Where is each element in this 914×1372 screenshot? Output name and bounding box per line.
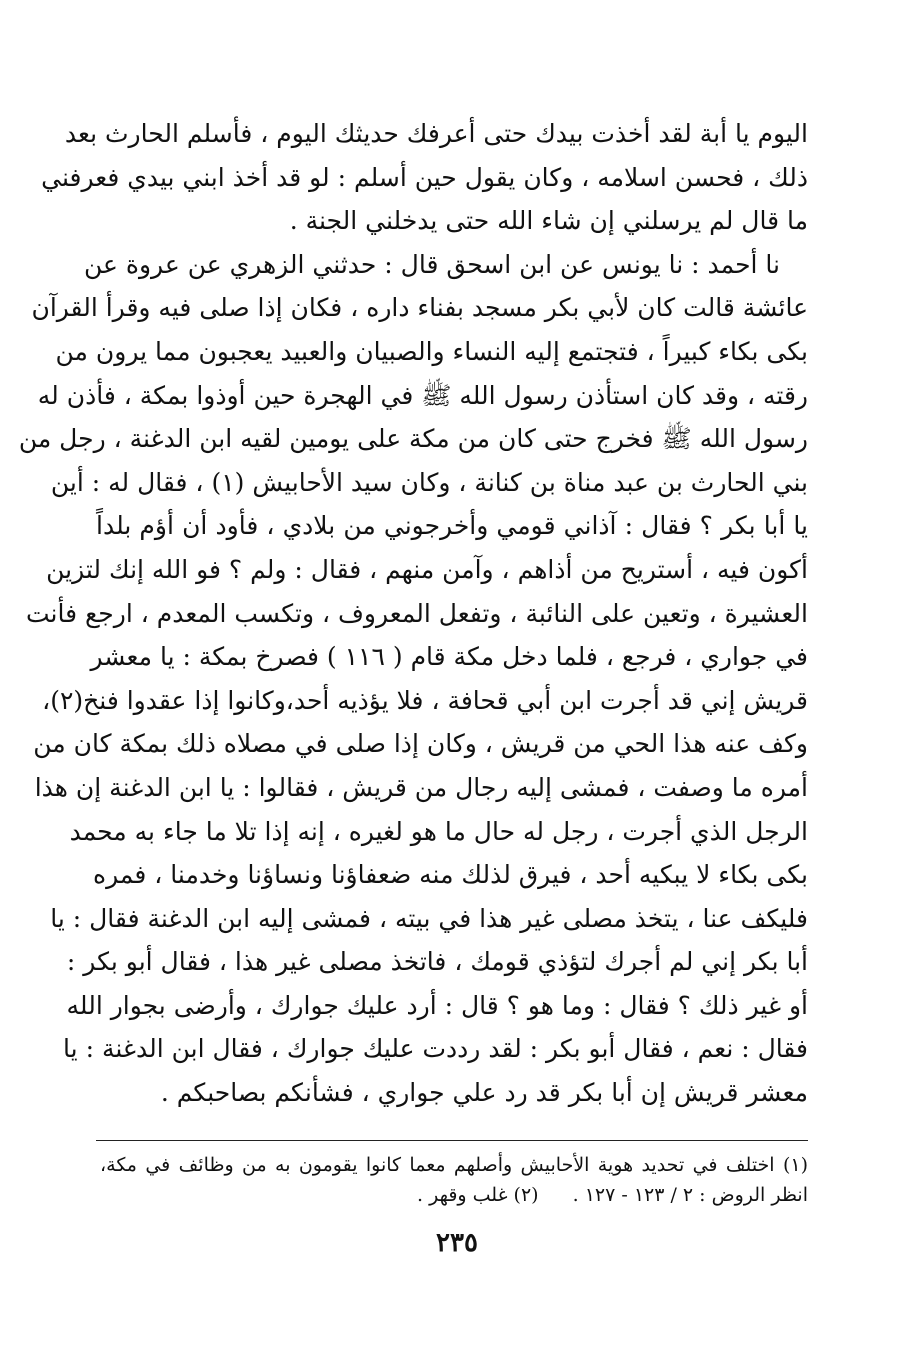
footnotes: [100, 1150, 808, 1210]
footnote-2: (٢) غلب وقهر .: [417, 1184, 539, 1206]
text-line: أبا بكر إني لم أجرك لتؤذي قومك ، فاتخذ مصلى غير هذا ، فقال أبو بكر :: [66, 947, 808, 977]
main-text-block: [18, 112, 808, 1115]
footnote-separator: [96, 1140, 808, 1141]
text-line: يا أبا بكر ؟ فقال : آذاني قومي وأخرجوني من بلادي ، فأود أن أؤم بلداً: [96, 511, 808, 541]
text-line: عائشة قالت كان لأبي بكر مسجد بفناء داره ، فكان إذا صلى فيه وقرأ القرآن: [31, 293, 808, 323]
text-line: بكى بكاء كبيراً ، فتجتمع إليه النساء والصبيان والعبيد يعجبون مما يرون من: [55, 336, 808, 366]
text-line: العشيرة ، وتعين على النائبة ، وتفعل المعروف ، وتكسب المعدم ، ارجع فأنت: [25, 598, 808, 628]
text-line: رقته ، وقد كان استأذن رسول الله ﷺ في الهجرة حين أوذوا بمكة ، فأذن له: [37, 380, 808, 410]
text-line: أكون فيه ، أستريح من أذاهم ، وآمن منهم ، فقال : ولم ؟ فو الله إنك لتزين: [46, 554, 808, 584]
text-line: بكى بكاء لا يبكيه أحد ، فيرق لذلك منه ضعفاؤنا ونساؤنا وخدمنا ، فمره: [93, 860, 808, 890]
text-line: أو غير ذلك ؟ فقال : وما هو ؟ قال : أرد عليك جوارك ، وأرضى بجوار الله: [66, 990, 808, 1020]
text-line: أمره ما وصفت ، فمشى إليه رجال من قريش ، فقالوا : يا ابن الدغنة إن هذا: [34, 772, 808, 802]
text-line: فليكف عنا ، يتخذ مصلى غير هذا في بيته ، فمشى إليه ابن الدغنة فقال : يا: [50, 903, 808, 933]
text-line: بني الحارث بن عبد مناة بن كنانة ، وكان سيد الأحابيش (١) ، فقال له : أين: [50, 467, 808, 497]
text-line: في جواري ، فرجع ، فلما دخل مكة قام ( ١١٦ ) فصرخ بمكة : يا معشر: [90, 642, 808, 672]
text-line: ما قال لم يرسلني إن شاء الله حتى يدخلني الجنة .: [289, 206, 808, 236]
page-number: ٢٣٥: [436, 1228, 478, 1258]
text-line: نا أحمد : نا يونس عن ابن اسحق قال : حدثني الزهري عن عروة عن: [83, 249, 780, 279]
text-line: رسول الله ﷺ فخرج حتى كان من مكة على يومين لقيه ابن الدغنة ، رجل من: [18, 424, 808, 454]
text-line: اليوم يا أبة لقد أخذت بيدك حتى أعرفك حديثك اليوم ، فأسلم الحارث بعد: [64, 119, 808, 148]
text-line: قريش إني قد أجرت ابن أبي قحافة ، فلا يؤذيه أحد،وكانوا إذا عقدوا فنخ(٢)،: [42, 685, 808, 715]
footnote-1: (١) اختلف في تحديد هوية الأحابيش وأصلهم معما كانوا يقومون به من وظائف في مكة،: [100, 1154, 808, 1176]
footnote-1-reference: انظر الروض : ٢ / ١٢٣ - ١٢٧ .: [572, 1184, 808, 1206]
text-line: الرجل الذي أجرت ، رجل له حال ما هو لغيره ، إنه إذا تلا ما جاء به محمد: [69, 816, 808, 846]
text-line: وكف عنه هذا الحي من قريش ، وكان إذا صلى في مصلاه ذلك بمكة كان من: [33, 729, 808, 759]
footnote-line-2: [100, 1180, 808, 1210]
text-line: ذلك ، فحسن اسلامه ، وكان يقول حين أسلم : لو قد أخذ ابني بيدي فعرفني: [41, 162, 808, 192]
text-line: فقال : نعم ، فقال أبو بكر : لقد رددت عليك جوارك ، فقال ابن الدغنة : يا: [63, 1034, 808, 1064]
text-line: معشر قريش إن أبا بكر قد رد علي جواري ، فشأنكم بصاحبكم .: [160, 1078, 808, 1108]
